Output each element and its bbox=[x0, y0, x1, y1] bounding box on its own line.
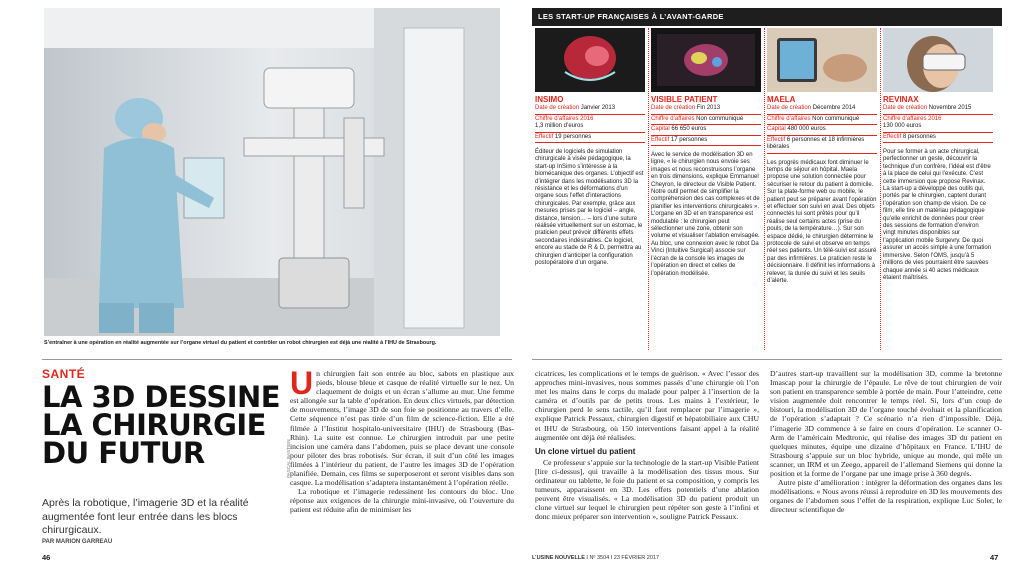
article-column-2 bbox=[535, 369, 759, 522]
paragraph: D’autres start-up travaillent sur la modélisation 3D, comme la bretonne Imascap pour la chirurgie de l’épaule. Le rêve de tout chirurgien de voir son patient en transparence semble à portée de main. Pour l’atteindre, cette vision augmentée doit rencontrer le temps réel. Si, lors d’un coup de bistouri, la modélisation 3D de l’organe touché évoluait et la planification de l’opération s’adaptait ? Ce scénario n’a rien d’impossible. Déjà, l’imagerie 3D commence à se faire en cours d’opération. Le scanner O-Arm de l’américain Medtronic, qui réalise des images 3D du patient en quelques minutes, équipe une dizaine d’hôpitaux en France. L’IHU de Strasbourg s’appuie sur un bloc hybride, unique au monde, qui mêle un scanner, un IRM et un Zeego, appareil de l’allemand Siemens qui donne la position et la forme de l’organe par une image prise à 360 degrés. bbox=[770, 369, 1002, 479]
headline-line: LA CHIRURGIE bbox=[42, 408, 266, 442]
fact-value: Novembre 2015 bbox=[928, 105, 972, 111]
fact-label: Chiffre d’affaires bbox=[651, 115, 695, 122]
fact-label: Date de création bbox=[651, 105, 696, 111]
fact-label: Capital bbox=[767, 126, 786, 132]
headline-line: DU FUTUR bbox=[42, 436, 205, 470]
fact-label: Chiffre d’affaires bbox=[767, 115, 811, 122]
divider-rule bbox=[42, 359, 512, 360]
deck: Après la robotique, l’imagerie 3D et la réalité augmentée font leur entrée dans les blocs chirurgicaux. bbox=[42, 497, 249, 536]
startup-description: Pour se former à un acte chirurgical, perfectionner un geste, découvrir la technique d’un confrère, l’idéal est d’être à la place de celui qui l’exécute. C’est cette immersion que propose Revinax. La start-up a développé des outils qui, portés par le chirurgien, captent durant l’opération son champ de vision. De ce film, elle tire un matériau pédagogique qu’elle enrichit de données pour créer des sessions de formation d’environ vingt minutes disponibles sur l’application mobile Surgevry. De quoi assurer un accès simple à une formation immersive. Selon l’OMS, jusqu’à 5 millions de vies pourraient être sauvées chaque année si 40 actes médicaux étaient maîtrisés. bbox=[883, 149, 992, 281]
byline: PAR MARION GARREAU bbox=[42, 539, 113, 545]
paragraph: Ce professeur s’appuie sur la technologie de la start-up Visible Patient [lire ci-dessus], qui travaille à la modélisation des tissus mous. Sur ordinateur ou tablette, le foie du patient et sa composition, y compris les tumeurs, apparaissent en 3D. Les effets potentiels d’une ablation peuvent être visualisés. « La modélisation 3D du patient produit un clone virtuel sur lequel le chirurgien peut répéter son geste à l’infini et donc mieux préparer son intervention », souligne Patrick Pessaux. bbox=[535, 457, 759, 522]
fact-value: 8 personnes bbox=[902, 133, 936, 140]
fact-label: Date de création bbox=[767, 105, 812, 111]
fact-value: 1,3 million d’euros bbox=[535, 123, 584, 129]
fact-label: Effectif bbox=[651, 136, 670, 143]
fact-value: 19 personnes bbox=[554, 133, 592, 140]
fact-value: 130 000 euros bbox=[883, 123, 922, 129]
page-number-right: 47 bbox=[990, 553, 999, 562]
fact-label: Date de création bbox=[883, 105, 928, 111]
section-kicker: SANTÉ bbox=[42, 367, 86, 381]
fact-label: Effectif bbox=[767, 136, 786, 143]
fact-value: Non communiqué bbox=[696, 115, 744, 122]
visible-patient-thumbnail bbox=[651, 28, 761, 92]
article-column-3 bbox=[770, 369, 1002, 515]
startup-description: Les progrès médicaux font diminuer le temps de séjour en hôpital. Maela propose une solution connectée pour sécuriser le retour du patient à domicile. Sur la plate-forme web ou mobile, le patient peut se préparer avant l’opération et effectuer son suivi en aval. Des objets connectés lui sont prêtés pour qu’il réalise seul certains actes (prise du pouls, de la température…). Sur son espace dédié, le chirurgien détermine le protocole de suivi et observe en temps réel ses patients. Un télé-suivi est assuré par des infirmières. Le praticien reste le décisionnaire. Il définit les informations à relever, la durée du suivi et les seuils d’alerte. bbox=[767, 159, 877, 284]
maela-thumbnail bbox=[767, 28, 877, 92]
column-divider bbox=[764, 28, 765, 350]
paragraph: cicatrices, les complications et le temps de guérison. « Avec l’essor des approches mini-invasives, nous sommes passés d’une chirurgie où l’on met les mains dans le corps du malade pour palper à l’insertion de la caméra et d’outils par de petits trous. Les mains à l’extérieur, le chirurgien perd le sens tactile, qu’il faut remplacer par l’imagerie », explique Patrick Pessaux, chirurgien digestif et hépatobiliaire aux CHU et IHU de Strasbourg, où 150 interventions faisant appel à la réalité augmentée ont déjà été réalisées. bbox=[535, 369, 759, 442]
fact-value: 17 personnes bbox=[670, 136, 708, 143]
photo-caption bbox=[44, 340, 514, 347]
startups-header: LES START-UP FRANÇAISES À L’AVANT-GARDE bbox=[532, 8, 1002, 26]
column-divider bbox=[648, 28, 649, 350]
startup-maela bbox=[767, 28, 877, 285]
headline bbox=[42, 380, 292, 470]
startup-revinax bbox=[883, 28, 993, 282]
startup-description: Éditeur de logiciels de simulation chirurgicale à visée pédagogique, la start-up InSimo s’intéresse à la biomécanique des organes. L’objectif est d’intégrer dans les modélisations 3D la résistance et les déformations d’un organe sous l’effet d’interactions chirurgicales. Par exemple, grâce aux mesures prises par le logiciel – angle, distance, tension… – lors d’une suture réalisée virtuellement sur un estomac, le praticien peut prévoir différents effets secondaires indésirables. Ce logiciel, encore au stade de R & D, permettra au chirurgien d’anticiper la configuration postopératoire d’un organe. bbox=[535, 149, 644, 267]
fact-value: 6 personnes et 18 infirmières libérales bbox=[767, 136, 865, 150]
fact-label: Capital bbox=[651, 126, 670, 132]
startup-name: INSIMO bbox=[535, 95, 564, 104]
page-number-left: 46 bbox=[42, 553, 51, 562]
paragraph: n chirurgien fait son entrée au bloc, sabots en plastique aux pieds, blouse bleue et casque de réalité virtuelle sur le nez. Un claquement de doigts et un écran s’allume au mur. Une femme est allongée sur la table d’opération. En deux clics virtuels, par détection de mouvements, l’image 3D de son foie se positionne au travers d’elle. Cette séquence n’est pas tirée d’un film de science-fiction. Elle a été filmée à l’Institut hospitalo-universitaire (IHU) de Strasbourg (Bas-Rhin). La suite est connue. Le chirurgien introduit par une petite incision une caméra dans l’abdomen, puis se place devant une console pour piloter des bras robotisés. Sur écran, il suit d’un côté les images filmées à l’intérieur du patient, de l’autre les images 3D de l’opération planifiée. Demain, ces films se superposeront et seront visibles dans son casque. La modélisation s’adaptera instantanément à l’opération réelle. bbox=[290, 369, 514, 488]
subheading: Un clone virtuel du patient bbox=[535, 446, 636, 456]
fact-value: 480 000 euros bbox=[787, 126, 826, 132]
article-column-1 bbox=[290, 365, 514, 515]
fact-label: Chiffre d’affaires 2016 bbox=[883, 115, 942, 122]
fact-label: Date de création bbox=[535, 105, 580, 111]
startup-insimo bbox=[535, 28, 645, 268]
startup-name: REVINAX bbox=[883, 95, 919, 104]
startup-name: VISIBLE PATIENT bbox=[651, 95, 718, 104]
divider-rule bbox=[532, 359, 1002, 360]
fact-value: 66 650 euros bbox=[671, 126, 707, 132]
startup-visible-patient bbox=[651, 28, 761, 278]
footer-magazine bbox=[532, 555, 659, 561]
caption-text: S’entraîner à une opération en réalité augmentée sur l’organe virtuel du patient et contrôler un robot chirurgien est déjà une réalité à l’IHU de Strasbourg. bbox=[44, 340, 437, 346]
fact-value: Non communiqué bbox=[812, 115, 860, 122]
fact-value: Fin 2013 bbox=[696, 105, 721, 111]
paragraph: Autre piste d’amélioration : intégrer la déformation des organes dans les modélisations. « Nous avons réussi à reproduire en 3D les mouvements des organes de l’abdomen sous l’effet de la respiration, explique Luc Soler, le directeur scientifique de bbox=[770, 478, 1002, 515]
startup-name: MAELA bbox=[767, 95, 796, 104]
column-divider bbox=[880, 28, 881, 350]
photo-credit: PASCAL BASTIEN bbox=[286, 439, 291, 478]
dropcap: U bbox=[290, 365, 314, 401]
revinax-thumbnail bbox=[883, 28, 993, 92]
fact-label: Effectif bbox=[535, 133, 554, 140]
fact-value: Janvier 2013 bbox=[580, 105, 616, 111]
magazine-name: L’USINE NOUVELLE bbox=[532, 555, 585, 561]
fact-label: Effectif bbox=[883, 133, 902, 140]
surgery-photo bbox=[44, 8, 500, 336]
startup-description: Avec le service de modélisation 3D en ligne, « le chirurgien nous envoie ses images et nous reconstruisons l’organe en trois dimensions, explique Emmanuel Cheyron, le directeur de Visible Patient. Notre outil permet de simplifier la compréhension des cas complexes et de planifier les interventions chirurgicales ». L’organe en 3D et en transparence est modulable : le chirurgien peut sélectionner une zone, obtenir son volume et visualiser l’ablation envisagée. Au bloc, une connexion avec le robot Da Vinci (Intuitive Surgical) associe sur l’écran de la console les images de l’opération en direct et celles de l’opération modélisée. bbox=[651, 152, 760, 277]
headline-line: LA 3D DESSINE bbox=[42, 380, 281, 414]
insimo-thumbnail bbox=[535, 28, 645, 92]
fact-label: Chiffre d’affaires 2016 bbox=[535, 115, 594, 122]
paragraph: La robotique et l’imagerie redessinent les contours du bloc. Une réponse aux exigences de la chirurgie mini-invasive, où l’ouverture du patient est réduite afin de minimiser les bbox=[290, 487, 514, 515]
fact-value: Décembre 2014 bbox=[812, 105, 856, 111]
issue-info: I Nº 3504 I 23 FÉVRIER 2017 bbox=[586, 555, 660, 561]
